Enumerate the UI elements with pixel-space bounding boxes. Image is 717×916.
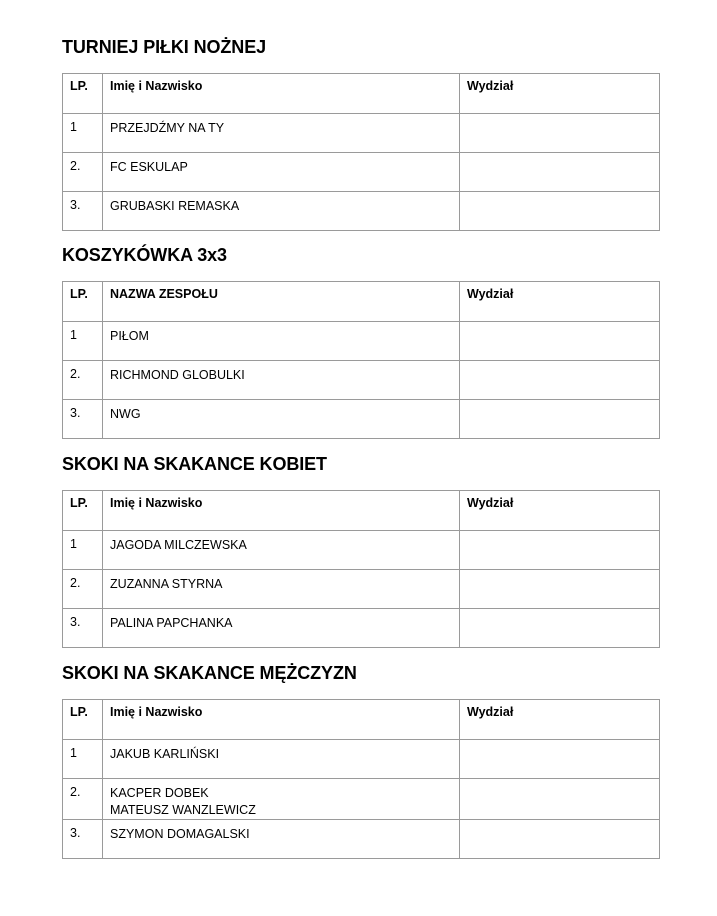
header-department: Wydział bbox=[460, 74, 660, 114]
section-title: SKOKI NA SKAKANCE KOBIET bbox=[62, 454, 327, 474]
table-header-row bbox=[63, 700, 660, 740]
name-line: NWG bbox=[110, 407, 141, 421]
section-title: SKOKI NA SKAKANCE MĘŻCZYZN bbox=[62, 663, 357, 683]
name-line: FC ESKULAP bbox=[110, 160, 188, 174]
name-line: KACPER DOBEK bbox=[110, 786, 209, 800]
name-line: ZUZANNA STYRNA bbox=[110, 577, 223, 591]
section-title: KOSZYKÓWKA 3x3 bbox=[62, 245, 227, 265]
section-jump-rope-men bbox=[62, 661, 659, 841]
cell-name bbox=[103, 820, 460, 859]
table-row bbox=[63, 400, 660, 439]
section-jump-rope-women bbox=[62, 452, 659, 630]
table-header-row bbox=[63, 491, 660, 531]
cell-department bbox=[460, 531, 660, 570]
results-table bbox=[62, 73, 660, 231]
name-line: GRUBASKI REMASKA bbox=[110, 199, 240, 213]
cell-lp: 3. bbox=[63, 192, 103, 231]
cell-lp: 2. bbox=[63, 779, 103, 820]
name-line: PALINA PAPCHANKA bbox=[110, 616, 233, 630]
cell-lp: 1 bbox=[63, 114, 103, 153]
table-row bbox=[63, 779, 660, 820]
table-row bbox=[63, 740, 660, 779]
results-table bbox=[62, 490, 660, 648]
header-name: Imię i Nazwisko bbox=[103, 74, 460, 114]
cell-lp: 2. bbox=[63, 361, 103, 400]
cell-lp: 1 bbox=[63, 740, 103, 779]
results-table bbox=[62, 699, 660, 859]
header-lp: LP. bbox=[63, 74, 103, 114]
name-line: RICHMOND GLOBULKI bbox=[110, 368, 245, 382]
name-line: MATEUSZ WANZLEWICZ bbox=[110, 803, 256, 817]
cell-lp: 3. bbox=[63, 820, 103, 859]
name-line: JAGODA MILCZEWSKA bbox=[110, 538, 247, 552]
header-lp: LP. bbox=[63, 491, 103, 531]
cell-department bbox=[460, 153, 660, 192]
cell-lp: 1 bbox=[63, 322, 103, 361]
name-line: JAKUB KARLIŃSKI bbox=[110, 747, 220, 761]
cell-name bbox=[103, 400, 460, 439]
cell-name bbox=[103, 153, 460, 192]
table-row bbox=[63, 361, 660, 400]
cell-lp: 2. bbox=[63, 570, 103, 609]
section-football bbox=[62, 35, 659, 213]
cell-department bbox=[460, 361, 660, 400]
header-lp: LP. bbox=[63, 282, 103, 322]
cell-department bbox=[460, 570, 660, 609]
table-row bbox=[63, 531, 660, 570]
table-row bbox=[63, 570, 660, 609]
cell-name bbox=[103, 609, 460, 648]
table-row bbox=[63, 192, 660, 231]
header-department: Wydział bbox=[460, 491, 660, 531]
header-department: Wydział bbox=[460, 700, 660, 740]
cell-lp: 2. bbox=[63, 153, 103, 192]
cell-name bbox=[103, 531, 460, 570]
cell-lp: 3. bbox=[63, 400, 103, 439]
cell-name bbox=[103, 779, 460, 820]
section-basketball bbox=[62, 243, 659, 421]
cell-name bbox=[103, 322, 460, 361]
table-header-row bbox=[63, 282, 660, 322]
table-row bbox=[63, 322, 660, 361]
cell-department bbox=[460, 609, 660, 648]
cell-name bbox=[103, 361, 460, 400]
table-row bbox=[63, 820, 660, 859]
name-line: PIŁOM bbox=[110, 329, 149, 343]
section-title: TURNIEJ PIŁKI NOŻNEJ bbox=[62, 37, 267, 57]
cell-department bbox=[460, 322, 660, 361]
cell-name bbox=[103, 192, 460, 231]
cell-department bbox=[460, 740, 660, 779]
table-header-row bbox=[63, 74, 660, 114]
cell-department bbox=[460, 400, 660, 439]
header-name: Imię i Nazwisko bbox=[103, 491, 460, 531]
name-line: SZYMON DOMAGALSKI bbox=[110, 827, 250, 841]
cell-department bbox=[460, 820, 660, 859]
header-team-name: NAZWA ZESPOŁU bbox=[103, 282, 460, 322]
table-row bbox=[63, 114, 660, 153]
cell-name bbox=[103, 570, 460, 609]
table-row bbox=[63, 609, 660, 648]
cell-lp: 1 bbox=[63, 531, 103, 570]
header-department: Wydział bbox=[460, 282, 660, 322]
cell-name bbox=[103, 114, 460, 153]
cell-lp: 3. bbox=[63, 609, 103, 648]
header-lp: LP. bbox=[63, 700, 103, 740]
cell-department bbox=[460, 192, 660, 231]
cell-department bbox=[460, 114, 660, 153]
results-table bbox=[62, 281, 660, 439]
cell-department bbox=[460, 779, 660, 820]
cell-name bbox=[103, 740, 460, 779]
header-name: Imię i Nazwisko bbox=[103, 700, 460, 740]
name-line: PRZEJDŹMY NA TY bbox=[110, 121, 225, 135]
table-row bbox=[63, 153, 660, 192]
